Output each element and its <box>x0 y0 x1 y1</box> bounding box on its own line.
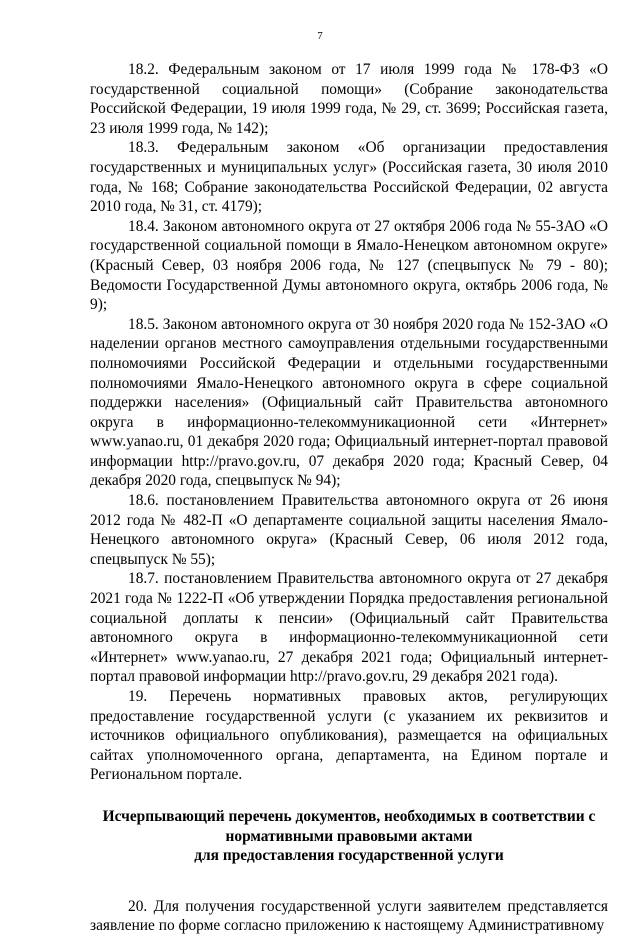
paragraph-18-6: 18.6. постановлением Правительства автономного округа от 26 июня 2012 года № 482-П «О департаменте социальной защиты населения Ямало-Ненецкого автономного округа» (Красный Север, 06 июля 2012 года, спецвыпуск № 55); <box>90 492 608 568</box>
section-heading-line-3: для предоставления государственной услуги <box>194 847 504 865</box>
paragraph-18-4: 18.4. Законом автономного округа от 27 октября 2006 года № 55-ЗАО «О государственной социальной помощи в Ямало-Ненецком автономном округе» (Красный Север, 03 ноября 2006 года, № 127 (спецвыпуск № 79 - 80); Ведомости Государственной Думы автономного округа, октябрь 2006 года, № 9); <box>90 217 608 314</box>
page-number: 7 <box>317 30 323 42</box>
section-heading-line-2: нормативными правовыми актами <box>225 827 473 845</box>
paragraph-18-2: 18.2. Федеральным законом от 17 июля 1999 года № 178-ФЗ «О государственной социальной помощи» (Собрание законодательства Российской Федерации, 19 июля 1999 года, № 29, ст. 3699; Российская газета, 23 июля 1999 года, № 142); <box>90 61 608 137</box>
paragraph-18-5: 18.5. Законом автономного округа от 30 ноября 2020 года № 152-ЗАО «О наделении органов местного самоуправления отдельными государственными полномочиями Российской Федерации и отдельными государственными полномочиями Ямало-Ненецкого автономного округа в сфере социальной поддержки населения» (Официальный сайт Правительства автономного округа в информационно-телекоммуникационной сети «Интернет» www.yanao.ru, 01 декабря 2020 года; Официальный интернет-портал правовой информации http://pravo.gov.ru, 07 декабря 2020 года; Красный Север, 04 декабря 2020 года, спецвыпуск № 94); <box>90 315 608 490</box>
paragraph-18-3: 18.3. Федеральным законом «Об организации предоставления государственных и муниципальных услуг» (Российская газета, 30 июля 2010 года, № 168; Собрание законодательства Российской Федерации, 02 августа 2010 года, № 31, ст. 4179); <box>90 139 608 216</box>
paragraph-18-7: 18.7. постановлением Правительства автономного округа от 27 декабря 2021 года № 1222-П «Об утверждении Порядка предоставления региональной социальной доплаты к пенсии» (Официальный сайт Правительства автономного округа в информационно-телекоммуникационной сети «Интернет» www.yanao.ru, 27 декабря 2021 года; Официальный интернет-портал правовой информации http://pravo.gov.ru, 29 декабря 2021 года). <box>90 570 608 686</box>
document-body <box>90 60 608 936</box>
section-heading-line-1: Исчерпывающий перечень документов, необходимых в соответствии с <box>102 807 596 825</box>
paragraph-19: 19. Перечень нормативных правовых актов, регулирующих предоставление государственной услуги (с указанием их реквизитов и источников официального опубликования), размещается на официальных сайтах уполномоченного органа, департамента, на Едином портале и Региональном портале. <box>90 688 608 784</box>
section-heading <box>90 807 608 866</box>
paragraph-20: 20. Для получения государственной услуги заявителем представляется заявление по форме согласно приложению к настоящему Административному <box>90 897 608 935</box>
